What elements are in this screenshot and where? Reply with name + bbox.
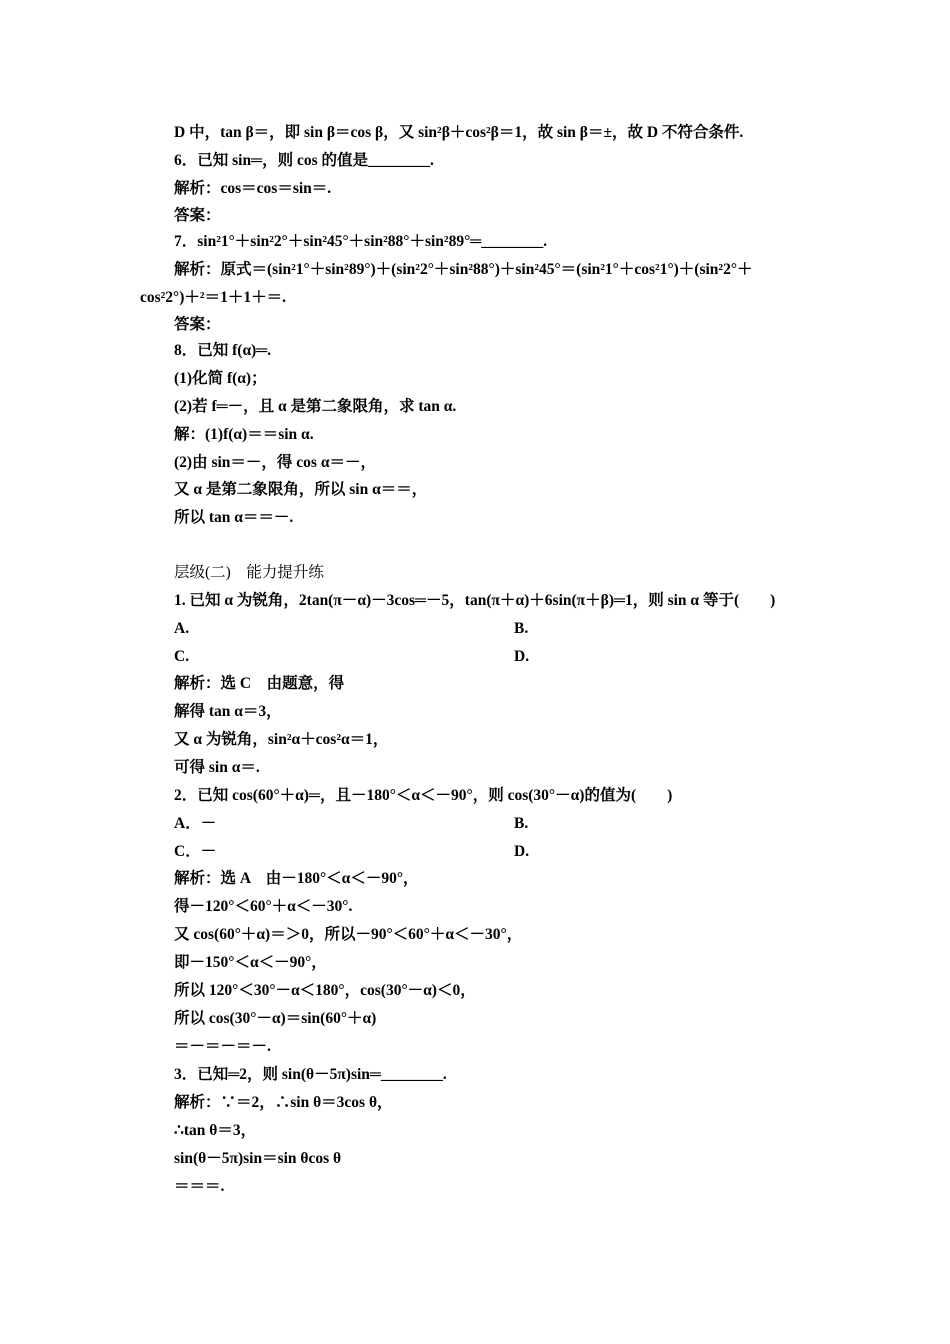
analysis-line: 所以 120°＜30°－α＜180°，cos(30°－α)＜0， xyxy=(174,982,476,999)
analysis-line: ＝－＝－＝－. xyxy=(174,1038,271,1055)
option-b: B. xyxy=(514,815,529,832)
solution-line: 所以 tan α＝＝－. xyxy=(174,509,294,526)
analysis-line: 又 α 为锐角，sin²α＋cos²α＝1， xyxy=(174,731,389,748)
question-3: 3．已知═2，则 sin(θ－5π)sin═________. xyxy=(174,1066,447,1083)
analysis-line: 可得 sin α＝. xyxy=(174,759,260,776)
analysis-line: 解析：cos＝cos＝sin＝. xyxy=(174,180,332,197)
analysis-line: 得－120°＜60°＋α＜－30°. xyxy=(174,898,353,915)
analysis-line: 即－150°＜α＜－90°， xyxy=(174,954,327,971)
analysis-line: 又 cos(60°＋α)＝＞0，所以－90°＜60°＋α＜－30°， xyxy=(174,926,523,943)
analysis-line: 解析：选 C 由题意，得 xyxy=(174,675,345,692)
analysis-line: 所以 cos(30°－α)＝sin(60°＋α) xyxy=(174,1010,377,1027)
option-b: B. xyxy=(514,620,529,637)
option-a: A．－ xyxy=(174,815,217,832)
question-6: 6．已知 sin═，则 cos 的值是________. xyxy=(174,152,434,169)
option-d: D. xyxy=(514,648,530,665)
answer-label: 答案： xyxy=(174,316,221,333)
solution-line: (2)由 sin＝－，得 cos α＝－， xyxy=(174,454,376,471)
analysis-line: sin(θ－5π)sin＝sin θcos θ xyxy=(174,1150,342,1167)
question-8: 8．已知 f(α)═. xyxy=(174,342,272,359)
analysis-line: 解析：原式＝(sin²1°＋sin²89°)＋(sin²2°＋sin²88°)＋sin²45°＝(sin²1°＋cos²1°)＋(sin²2°＋ xyxy=(174,261,753,278)
analysis-line: ∴tan θ＝3， xyxy=(174,1122,257,1139)
question-7: 7．sin²1°＋sin²2°＋sin²45°＋sin²88°＋sin²89°═________. xyxy=(174,233,548,250)
option-c: C. xyxy=(174,648,190,665)
analysis-line: 解得 tan α＝3， xyxy=(174,703,282,720)
analysis-line: 解析：∵＝2，∴sin θ＝3cos θ， xyxy=(174,1094,393,1111)
text-line: D 中，tan β＝，即 sin β＝cos β，又 sin²β＋cos²β＝1，故 sin β＝±，故 D 不符合条件. xyxy=(174,124,744,141)
option-c: C．－ xyxy=(174,843,217,860)
solution-line: 解：(1)f(α)＝＝sin α. xyxy=(174,426,314,443)
sub-question: (1)化简 f(α)； xyxy=(174,370,267,387)
option-a: A. xyxy=(174,620,190,637)
analysis-line: 解析：选 A 由－180°＜α＜－90°， xyxy=(174,870,419,887)
question-1: 1. 已知 α 为锐角，2tan(π－α)－3cos═－5，tan(π＋α)＋6sin(π＋β)═1，则 sin α 等于( ) xyxy=(174,592,776,609)
section-heading: 层级(二) 能力提升练 xyxy=(174,564,324,581)
solution-line: 又 α 是第二象限角，所以 sin α＝＝， xyxy=(174,481,428,498)
sub-question: (2)若 f═－，且 α 是第二象限角，求 tan α. xyxy=(174,398,457,415)
question-2: 2．已知 cos(60°＋α)═，且－180°＜α＜－90°，则 cos(30°－α)的值为( ) xyxy=(174,787,673,804)
option-d: D. xyxy=(514,843,530,860)
analysis-line-continued: cos²2°)＋²＝1＋1＋＝. xyxy=(140,289,286,306)
analysis-line: ＝＝＝. xyxy=(174,1178,225,1195)
answer-label: 答案： xyxy=(174,207,221,224)
